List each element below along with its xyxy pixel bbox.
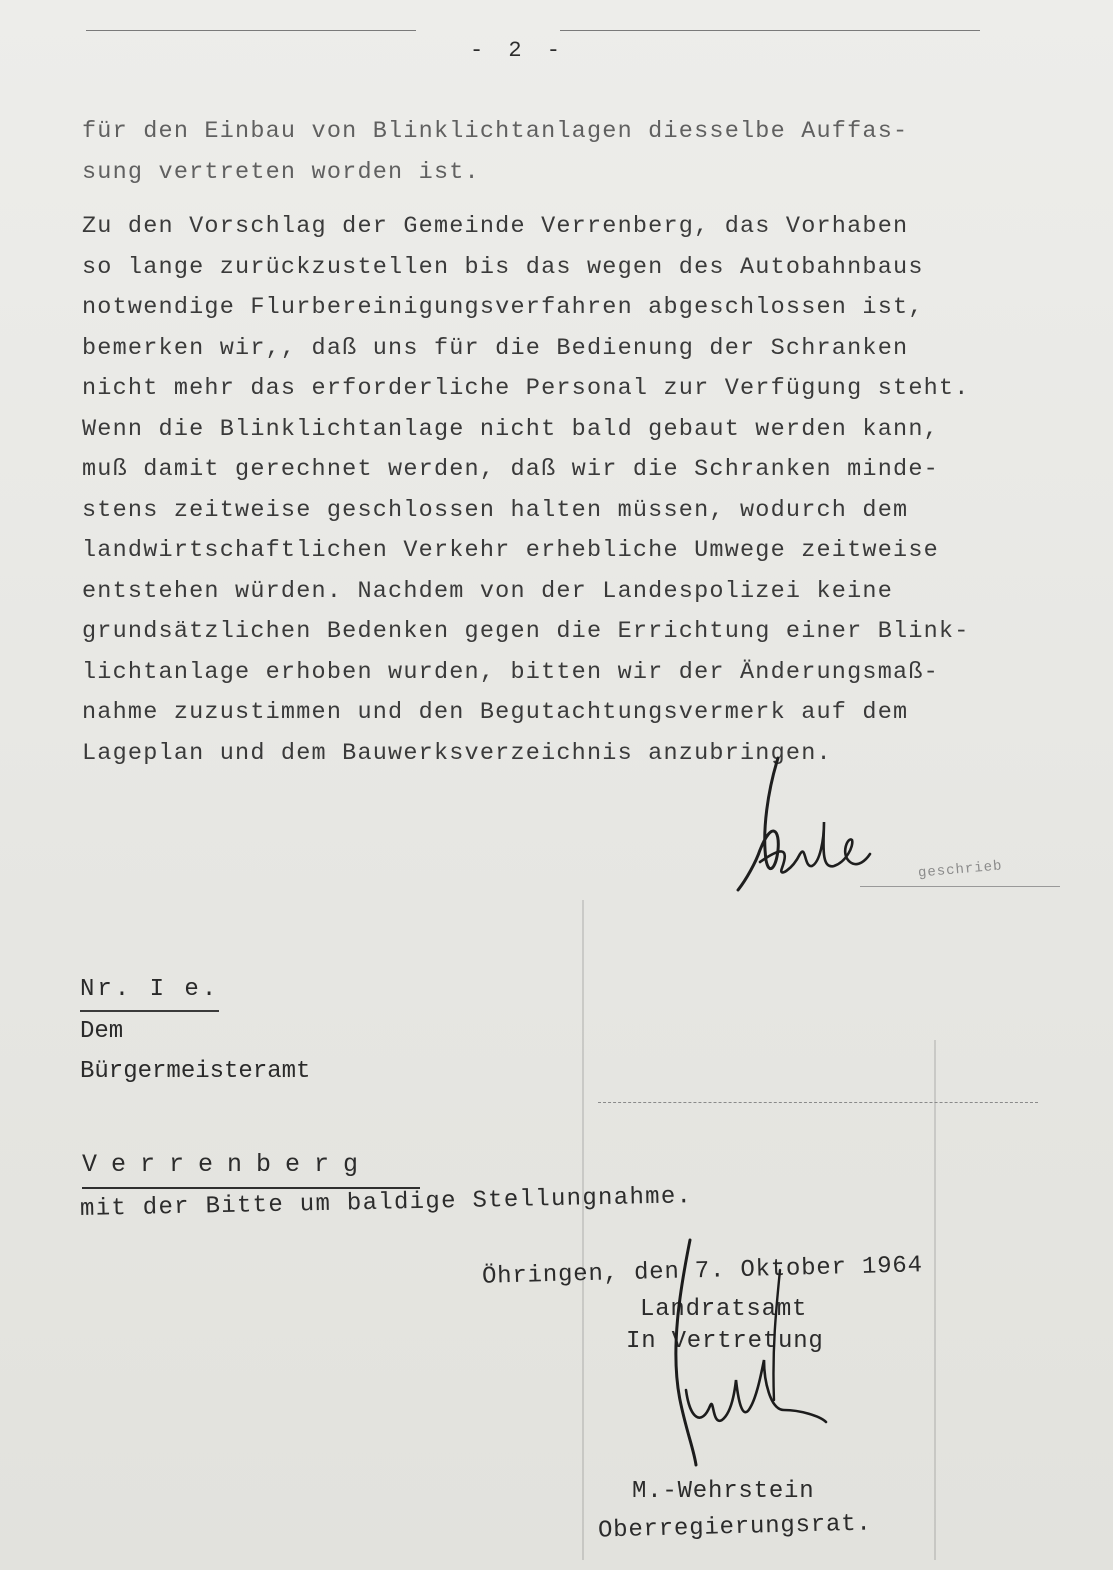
text-line: muß damit gerechnet werden, daß wir die Schranken minde- bbox=[82, 456, 939, 483]
paragraph-1 bbox=[82, 112, 1082, 193]
geschrieben-stamp: geschrieb bbox=[917, 858, 1004, 882]
signatory-title: Oberregierungsrat. bbox=[597, 1510, 872, 1545]
request-line: mit der Bitte um baldige Stellungnahme. bbox=[79, 1183, 693, 1223]
recipient-town: Verrenberg bbox=[82, 1150, 420, 1189]
address-line: Dem bbox=[80, 1018, 124, 1045]
header-rule bbox=[560, 30, 980, 31]
text-line: sung vertreten worden ist. bbox=[82, 158, 480, 186]
official-signature bbox=[650, 1230, 850, 1470]
text-line: nahme zuzustimmen und den Begutachtungsvermerk auf dem bbox=[82, 699, 909, 726]
paragraph-2 bbox=[82, 207, 1082, 774]
header-rule bbox=[86, 30, 416, 31]
place-date: Öhringen, den 7. Oktober 1964 bbox=[481, 1252, 924, 1291]
text-line: stens zeitweise geschlossen halten müssen, wodurch dem bbox=[82, 496, 909, 524]
page-number: - 2 - bbox=[470, 38, 567, 63]
reference-number: Nr. I e. bbox=[80, 970, 219, 1012]
text-line: entstehen würden. Nachdem von der Landespolizei keine bbox=[82, 577, 894, 605]
paper-fold bbox=[582, 900, 584, 1560]
text-line: Zu den Vorschlag der Gemeinde Verrenberg, das Vorhaben bbox=[82, 213, 909, 240]
dashed-rule bbox=[598, 1102, 1038, 1103]
text-line: bemerken wir,, daß uns für die Bedienung der Schranken bbox=[82, 334, 909, 362]
address-line: Bürgermeisteramt bbox=[80, 1058, 311, 1085]
initials-signature bbox=[720, 750, 890, 900]
signatory-name: M.-Wehrstein bbox=[632, 1478, 815, 1505]
address-block bbox=[80, 970, 310, 1092]
paper-fold bbox=[934, 1040, 936, 1560]
letter-body bbox=[82, 112, 1082, 774]
text-line: nicht mehr das erforderliche Personal zur Verfügung steht. bbox=[82, 375, 970, 402]
text-line: Lageplan und dem Bauwerksverzeichnis anzubringen. bbox=[82, 739, 832, 767]
capacity-line: In Vertretung bbox=[626, 1328, 824, 1355]
signature-rule bbox=[860, 886, 1060, 887]
text-line: grundsätzlichen Bedenken gegen die Errichtung einer Blink- bbox=[82, 618, 970, 645]
text-line: landwirtschaftlichen Verkehr erhebliche Umwege zeitweise bbox=[82, 537, 939, 564]
text-line: Wenn die Blinklichtanlage nicht bald gebaut werden kann, bbox=[82, 415, 939, 443]
text-line: notwendige Flurbereinigungsverfahren abgeschlossen ist, bbox=[82, 294, 924, 321]
text-line: so lange zurückzustellen bis das wegen des Autobahnbaus bbox=[82, 253, 924, 281]
text-line: lichtanlage erhoben wurden, bitten wir der Änderungsmaß- bbox=[82, 658, 939, 686]
office-name: Landratsamt bbox=[640, 1296, 808, 1323]
text-line: für den Einbau von Blinklichtanlagen diesselbe Auffas- bbox=[82, 118, 909, 145]
